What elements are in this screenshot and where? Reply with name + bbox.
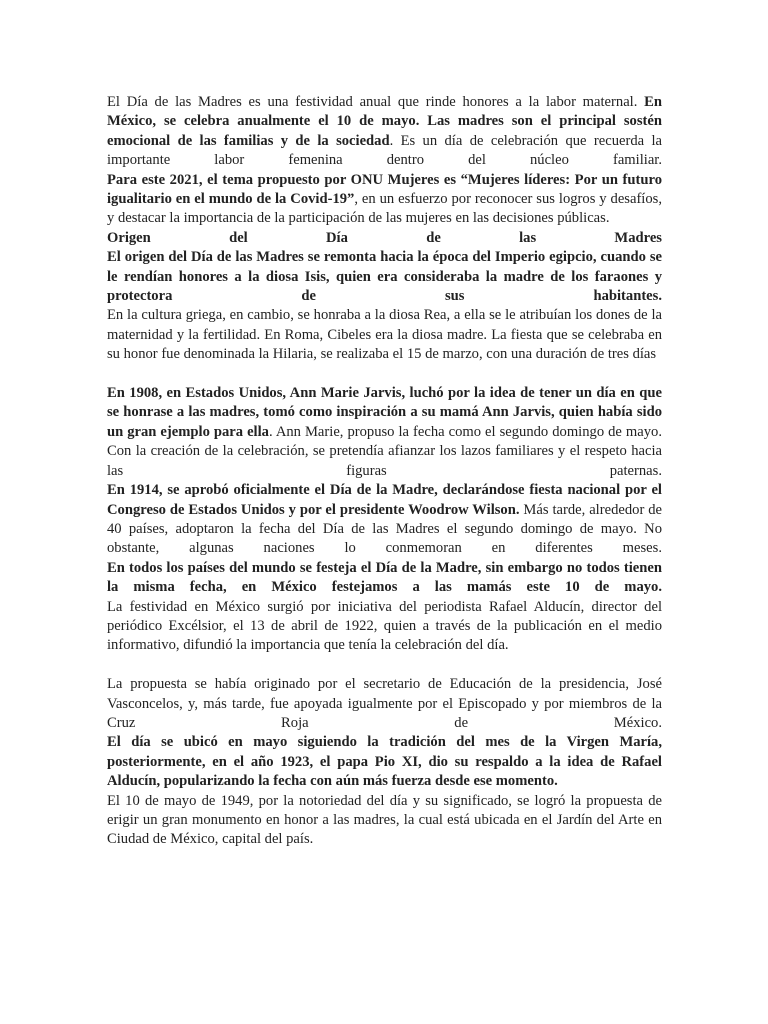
- paragraph: [107, 171, 662, 229]
- paragraph: [107, 229, 662, 248]
- paragraph: [107, 306, 662, 364]
- bold-text-run: Para este 2021, el tema propuesto por ONU Mujeres es “Mujeres líderes: Por un futuro igualitario en el mundo de la Covid-19”: [107, 171, 662, 208]
- bold-text-run: El origen del Día de las Madres se remonta hacia la época del Imperio egipcio, cuando se le rendían honores a la diosa Isis, quien era consideraba la madre de los faraones y protectora de sus habitantes.: [107, 249, 662, 305]
- bold-text-run: En todos los países del mundo se festeja el Día de la Madre, sin embargo no todos tienen la misma fecha, en México festejamos a las mamás este 10 de mayo.: [107, 559, 662, 596]
- blank-line: [107, 656, 662, 675]
- paragraph: [107, 384, 662, 481]
- paragraph: [107, 675, 662, 733]
- bold-text-run: En 1914, se aprobó oficialmente el Día de la Madre, declarándose fiesta nacional por el Congreso de Estados Unidos y por el presidente Woodrow Wilson.: [107, 482, 662, 518]
- text-run: El Día de las Madres es una festividad anual que rinde honores a la labor maternal.: [107, 94, 645, 110]
- text-run: La festividad en México surgió por iniciativa del periodista Rafael Alducín, director del periódico Excélsior, el 13 de abril de 1922, quien a través de la publicación en el medio informativo, difundió la importancia que tenía la celebración del día.: [107, 598, 662, 654]
- text-run: , en un esfuerzo por reconocer sus logros y desafíos, y destacar la importancia de la participación de las mujeres en las decisiones públicas.: [107, 191, 662, 227]
- text-run: . Es un día de celebración que recuerda la importante labor femenina dentro del núcleo familiar.: [107, 132, 662, 169]
- paragraph: [107, 559, 662, 598]
- text-run: . Ann Marie, propuso la fecha como el segundo domingo de mayo. Con la creación de la celebración, se pretendía afianzar los lazos familiares y el respeto hacia las figuras paternas.: [107, 423, 662, 479]
- bold-text-run: Origen del Día de las Madres: [107, 229, 662, 246]
- text-run: El 10 de mayo de 1949, por la notoriedad del día y su significado, se logró la propuesta de erigir un gran monumento en honor a las madres, la cual está ubicada en el Jardín del Arte en Ciudad de México, capital del país.: [107, 792, 662, 848]
- paragraph: [107, 481, 662, 559]
- text-run: Más tarde, alrededor de 40 países, adoptaron la fecha del Día de las Madres el segundo domingo de mayo. No obstante, algunas naciones lo conmemoran en diferentes meses.: [107, 501, 662, 557]
- paragraph: [107, 598, 662, 656]
- text-run: En la cultura griega, en cambio, se honraba a la diosa Rea, a ella se le atribuían los dones de la maternidad y la fertilidad. En Roma, Cibeles era la diosa madre. La fiesta que se celebraba en su honor fue denominada la Hilaria, se realizaba el 15 de marzo, con una duración de tres días: [107, 307, 662, 363]
- bold-text-run: El día se ubicó en mayo siguiendo la tradición del mes de la Virgen María, posteriormente, en el año 1923, el papa Pio XI, dio su respaldo a la idea de Rafael Alducín, popularizando la fecha con aún más fuerza desde ese momento.: [107, 734, 662, 790]
- text-run: La propuesta se había originado por el secretario de Educación de la presidencia, José Vasconcelos, y, más tarde, fue apoyada igualmente por el Episcopado y por miembros de la Cruz Roja de México.: [107, 676, 662, 731]
- bold-text-run: En México, se celebra anualmente el 10 de mayo. Las madres son el principal sostén emocional de las familias y de la sociedad: [107, 94, 662, 149]
- blank-line: [107, 365, 662, 384]
- bold-text-run: En 1908, en Estados Unidos, Ann Marie Jarvis, luchó por la idea de tener un día en que se honrase a las madres, tomó como inspiración a su mamá Ann Jarvis, quien había sido un gran ejemplo para ella: [107, 385, 662, 440]
- paragraph: [107, 792, 662, 850]
- document-body: [107, 93, 662, 850]
- paragraph: [107, 733, 662, 791]
- paragraph: [107, 248, 662, 306]
- paragraph: [107, 93, 662, 171]
